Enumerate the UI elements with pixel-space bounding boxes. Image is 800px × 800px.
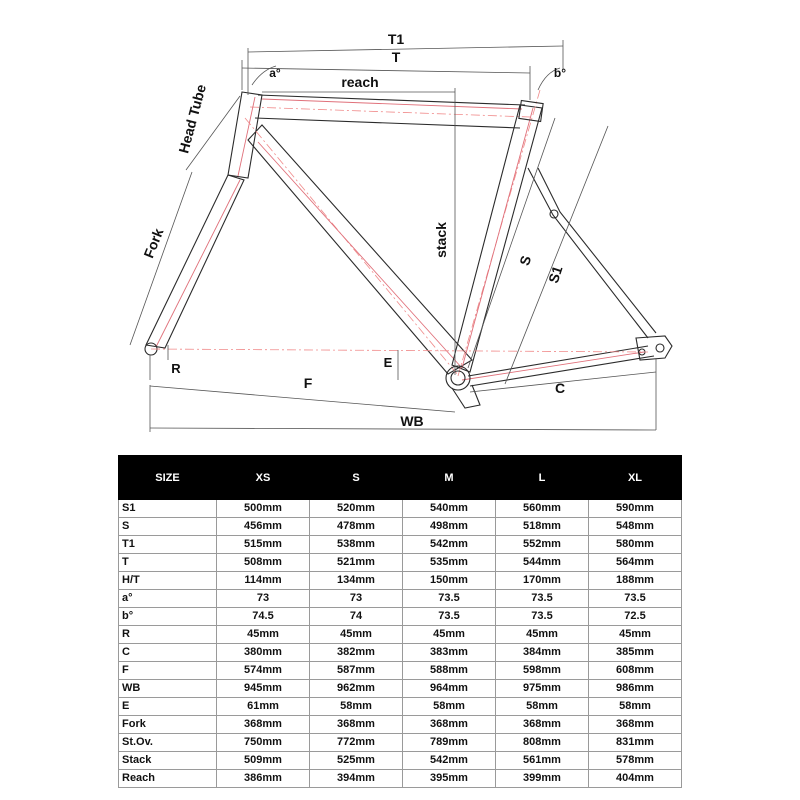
table-cell: 150mm <box>403 572 496 590</box>
table-cell: 542mm <box>403 536 496 554</box>
table-cell: 58mm <box>310 698 403 716</box>
row-label: H/T <box>119 572 217 590</box>
table-cell: 73 <box>217 590 310 608</box>
table-cell: 587mm <box>310 662 403 680</box>
table-row <box>119 518 682 536</box>
table-cell: 45mm <box>403 626 496 644</box>
table-cell: 808mm <box>496 734 589 752</box>
table-cell: 518mm <box>496 518 589 536</box>
row-label: Reach <box>119 770 217 788</box>
table-row <box>119 500 682 518</box>
table-cell: 588mm <box>403 662 496 680</box>
table-cell: 395mm <box>403 770 496 788</box>
table-cell: 58mm <box>589 698 682 716</box>
table-cell: 456mm <box>217 518 310 536</box>
label-e: E <box>383 355 393 370</box>
table-cell: 380mm <box>217 644 310 662</box>
table-cell: 58mm <box>496 698 589 716</box>
table-cell: 538mm <box>310 536 403 554</box>
table-body <box>119 500 682 788</box>
table-row <box>119 662 682 680</box>
label-s: S <box>516 253 535 268</box>
table-cell: 552mm <box>496 536 589 554</box>
label-t: T <box>391 49 401 65</box>
row-label: b° <box>119 608 217 626</box>
row-label: S1 <box>119 500 217 518</box>
table-cell: 45mm <box>310 626 403 644</box>
table-cell: 831mm <box>589 734 682 752</box>
table-row <box>119 698 682 716</box>
table-cell: 535mm <box>403 554 496 572</box>
table-cell: 368mm <box>403 716 496 734</box>
row-label: Stack <box>119 752 217 770</box>
geometry-table <box>118 455 682 788</box>
table-cell: 404mm <box>589 770 682 788</box>
dimension-lines <box>130 40 656 432</box>
label-a-angle: a° <box>269 66 281 80</box>
table-cell: 399mm <box>496 770 589 788</box>
table-cell: 544mm <box>496 554 589 572</box>
table-cell: 789mm <box>403 734 496 752</box>
table-cell: 368mm <box>217 716 310 734</box>
table-cell: 188mm <box>589 572 682 590</box>
table-row <box>119 536 682 554</box>
table-header-row <box>119 456 682 500</box>
table-cell: 520mm <box>310 500 403 518</box>
table-cell: 58mm <box>403 698 496 716</box>
table-cell: 578mm <box>589 752 682 770</box>
table-cell: 542mm <box>403 752 496 770</box>
label-wb: WB <box>400 413 424 429</box>
table-row <box>119 554 682 572</box>
label-t1: T1 <box>387 31 405 47</box>
table-cell: 521mm <box>310 554 403 572</box>
table-cell: 561mm <box>496 752 589 770</box>
table-cell: 73.5 <box>589 590 682 608</box>
table-row <box>119 626 682 644</box>
table-cell: 964mm <box>403 680 496 698</box>
table-row <box>119 590 682 608</box>
table-cell: 45mm <box>496 626 589 644</box>
table-cell: 73.5 <box>496 590 589 608</box>
table-cell: 509mm <box>217 752 310 770</box>
table-cell: 598mm <box>496 662 589 680</box>
table-row <box>119 716 682 734</box>
header-size-m: M <box>403 456 496 500</box>
header-size-s: S <box>310 456 403 500</box>
row-label: E <box>119 698 217 716</box>
table-cell: 73 <box>310 590 403 608</box>
table-cell: 73.5 <box>403 590 496 608</box>
table-row <box>119 680 682 698</box>
table-row <box>119 770 682 788</box>
table-cell: 564mm <box>589 554 682 572</box>
table-cell: 608mm <box>589 662 682 680</box>
label-stack: stack <box>433 222 449 258</box>
table-cell: 384mm <box>496 644 589 662</box>
table-row <box>119 644 682 662</box>
table-cell: 525mm <box>310 752 403 770</box>
table-cell: 590mm <box>589 500 682 518</box>
table-cell: 500mm <box>217 500 310 518</box>
table-cell: 975mm <box>496 680 589 698</box>
table-cell: 383mm <box>403 644 496 662</box>
table-cell: 45mm <box>589 626 682 644</box>
row-label: R <box>119 626 217 644</box>
table-row <box>119 572 682 590</box>
table-cell: 394mm <box>310 770 403 788</box>
table-cell: 560mm <box>496 500 589 518</box>
table-row <box>119 608 682 626</box>
table-cell: 368mm <box>310 716 403 734</box>
table-cell: 750mm <box>217 734 310 752</box>
header-size-xs: XS <box>217 456 310 500</box>
table-row <box>119 734 682 752</box>
label-head-tube: Head Tube <box>175 82 210 155</box>
table-cell: 548mm <box>589 518 682 536</box>
table-cell: 74.5 <box>217 608 310 626</box>
table-cell: 114mm <box>217 572 310 590</box>
dimension-labels <box>140 31 566 429</box>
row-label: T1 <box>119 536 217 554</box>
table-cell: 574mm <box>217 662 310 680</box>
table-cell: 385mm <box>589 644 682 662</box>
table-cell: 580mm <box>589 536 682 554</box>
table-row <box>119 752 682 770</box>
geometry-table-container <box>118 455 681 788</box>
table-cell: 61mm <box>217 698 310 716</box>
bike-frame-drawing <box>145 90 672 408</box>
label-r: R <box>171 361 181 376</box>
table-cell: 515mm <box>217 536 310 554</box>
table-cell: 478mm <box>310 518 403 536</box>
table-cell: 540mm <box>403 500 496 518</box>
table-cell: 72.5 <box>589 608 682 626</box>
table-cell: 962mm <box>310 680 403 698</box>
table-cell: 170mm <box>496 572 589 590</box>
table-cell: 772mm <box>310 734 403 752</box>
table-cell: 382mm <box>310 644 403 662</box>
row-label: F <box>119 662 217 680</box>
header-size: SIZE <box>119 456 217 500</box>
label-fork: Fork <box>140 226 167 261</box>
table-cell: 386mm <box>217 770 310 788</box>
table-cell: 986mm <box>589 680 682 698</box>
table-cell: 73.5 <box>403 608 496 626</box>
table-cell: 73.5 <box>496 608 589 626</box>
table-cell: 368mm <box>496 716 589 734</box>
row-label: Fork <box>119 716 217 734</box>
table-cell: 74 <box>310 608 403 626</box>
row-label: S <box>119 518 217 536</box>
table-cell: 508mm <box>217 554 310 572</box>
table-cell: 134mm <box>310 572 403 590</box>
label-f: F <box>303 375 313 391</box>
row-label: T <box>119 554 217 572</box>
label-c: C <box>554 380 566 396</box>
row-label: St.Ov. <box>119 734 217 752</box>
table-cell: 945mm <box>217 680 310 698</box>
row-label: C <box>119 644 217 662</box>
row-label: WB <box>119 680 217 698</box>
table-cell: 368mm <box>589 716 682 734</box>
label-reach: reach <box>341 74 379 90</box>
table-cell: 498mm <box>403 518 496 536</box>
row-label: a° <box>119 590 217 608</box>
label-s1: S1 <box>544 263 566 286</box>
header-size-xl: XL <box>589 456 682 500</box>
header-size-l: L <box>496 456 589 500</box>
table-cell: 45mm <box>217 626 310 644</box>
label-b-angle: b° <box>553 66 567 80</box>
